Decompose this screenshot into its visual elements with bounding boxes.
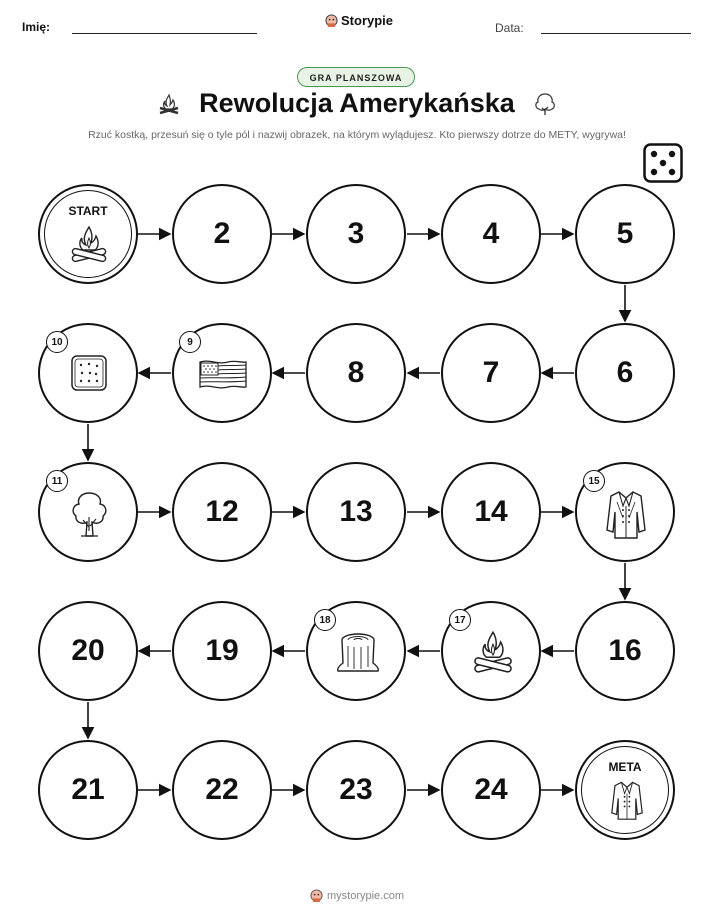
board-space <box>172 740 272 840</box>
board-space <box>441 323 541 423</box>
finish-label: META <box>608 760 642 774</box>
board-space <box>441 462 541 562</box>
space-number: 8 <box>347 356 365 389</box>
hardtack-icon <box>67 351 111 395</box>
space-number-tag: 10 <box>46 331 68 353</box>
campfire-icon <box>68 224 110 266</box>
footer <box>0 889 714 903</box>
category-badge: GRA PLANSZOWA <box>297 67 415 87</box>
board-space <box>306 740 406 840</box>
tree-stump-icon <box>334 631 382 675</box>
start-label: START <box>68 204 108 218</box>
board-space <box>575 184 675 284</box>
space-number: 24 <box>474 773 508 806</box>
colonial-coat-icon <box>607 778 647 822</box>
board-space <box>306 184 406 284</box>
american-flag-icon <box>198 359 248 391</box>
space-number: 5 <box>616 217 634 250</box>
space-number: 6 <box>616 356 634 389</box>
board-space <box>306 462 406 562</box>
space-number: 14 <box>474 495 508 528</box>
space-number-tag: 18 <box>314 609 336 631</box>
board-space <box>306 323 406 423</box>
space-number: 19 <box>205 634 239 667</box>
space-number: 16 <box>608 634 642 667</box>
board-space <box>38 601 138 701</box>
tree-icon <box>66 489 112 539</box>
space-number: 4 <box>482 217 500 250</box>
space-number: 12 <box>205 495 239 528</box>
space-number: 22 <box>205 773 239 806</box>
space-number-tag: 9 <box>179 331 201 353</box>
name-label: Imię: <box>22 20 51 34</box>
space-number: 13 <box>339 495 373 528</box>
page-title: Rewolucja Amerykańska <box>199 88 515 118</box>
colonial-coat-icon <box>601 488 651 540</box>
space-number: 21 <box>71 773 105 806</box>
space-number: 7 <box>482 356 500 389</box>
board-space <box>441 740 541 840</box>
space-number-tag: 17 <box>449 609 471 631</box>
space-number: 23 <box>339 773 373 806</box>
board-space-start <box>38 184 138 284</box>
board-space <box>575 323 675 423</box>
board-space <box>38 740 138 840</box>
space-number: 3 <box>347 217 365 250</box>
board-space <box>172 184 272 284</box>
space-number: 2 <box>213 217 231 250</box>
board-space <box>172 601 272 701</box>
space-number-tag: 15 <box>583 470 605 492</box>
campfire-icon <box>470 629 516 679</box>
space-number-tag: 11 <box>46 470 68 492</box>
space-number: 20 <box>71 634 105 667</box>
board-space <box>575 601 675 701</box>
brand-name: Storypie <box>341 13 394 28</box>
storypie-logo-icon <box>310 889 323 903</box>
board-space <box>441 184 541 284</box>
date-label: Data: <box>495 21 524 35</box>
instructions: Rzuć kostką, przesuń się o tyle pól i nazwij obrazek, na którym wylądujesz. Kto pierwszy dotrze do METY, wygrywa! <box>88 129 626 141</box>
board-space <box>172 462 272 562</box>
footer-url[interactable]: mystorypie.com <box>326 890 405 902</box>
board-space-finish <box>575 740 675 840</box>
